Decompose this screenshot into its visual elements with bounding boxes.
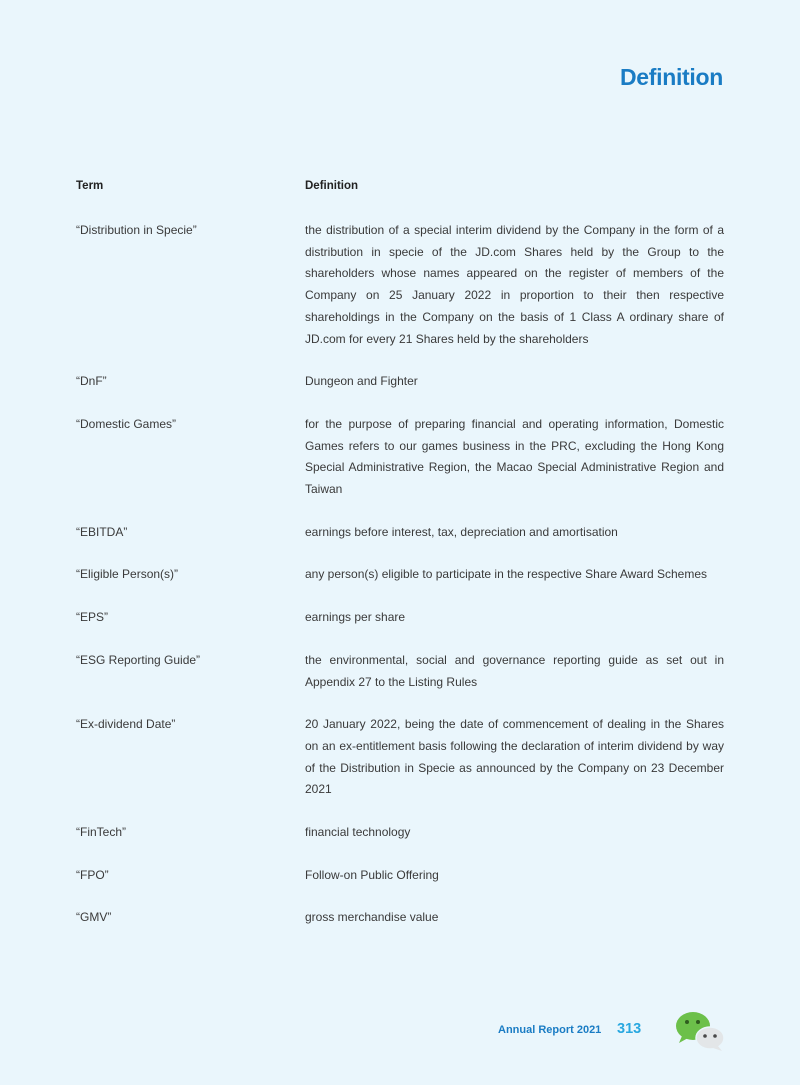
term-cell: “Distribution in Specie” bbox=[76, 223, 197, 237]
definition-column-header: Definition bbox=[305, 180, 359, 192]
table-row bbox=[76, 865, 724, 887]
table-row bbox=[76, 650, 724, 693]
wechat-icon bbox=[674, 1010, 726, 1052]
table-row bbox=[76, 907, 724, 929]
annual-report-label: Annual Report 2021 bbox=[498, 1024, 602, 1036]
table-row bbox=[76, 714, 724, 801]
definition-cell: for the purpose of preparing financial and operating information, Domestic Games refers to our games business in the PRC, excluding the Hong Kong Special Administrative Region, the Macao Special Administrative Region and Taiwan bbox=[305, 416, 724, 497]
definition-cell: earnings per share bbox=[305, 610, 406, 625]
term-cell: “ESG Reporting Guide” bbox=[76, 652, 201, 667]
definition-cell: the environmental, social and governance reporting guide as set out in Appendix 27 to the Listing Rules bbox=[305, 652, 724, 689]
table-row bbox=[76, 522, 724, 544]
term-cell: “GMV” bbox=[76, 910, 112, 925]
term-cell: “EBITDA” bbox=[76, 524, 128, 539]
definition-cell: earnings before interest, tax, depreciation and amortisation bbox=[305, 524, 618, 539]
term-cell: “FPO” bbox=[76, 867, 109, 882]
term-cell: “EPS” bbox=[76, 610, 109, 625]
term-cell: “Domestic Games” bbox=[76, 416, 177, 431]
definition-cell: Dungeon and Fighter bbox=[305, 374, 418, 389]
table-row bbox=[76, 607, 724, 629]
definition-list bbox=[76, 220, 724, 950]
table-row bbox=[76, 564, 724, 586]
table-row bbox=[76, 220, 724, 350]
definition-cell: any person(s) eligible to participate in the respective Share Award Schemes bbox=[305, 567, 707, 582]
definition-cell: the distribution of a special interim dividend by the Company in the form of a distribution in specie of the JD.com Shares held by the Group to the shareholders whose names appeared on the register of members of the Company on 25 January 2022 in proportion to their then respective shareholdings in the Company on the basis of 1 Class A ordinary share of JD.com for every 21 Shares held by the shareholders bbox=[305, 223, 724, 346]
term-cell: “DnF” bbox=[76, 374, 107, 389]
page-title: Definition bbox=[619, 64, 723, 90]
definition-cell: gross merchandise value bbox=[305, 910, 439, 925]
term-cell: “Eligible Person(s)” bbox=[76, 567, 179, 582]
page-number: 313 bbox=[617, 1021, 642, 1037]
term-cell: “Ex-dividend Date” bbox=[76, 717, 176, 732]
definition-cell: Follow-on Public Offering bbox=[305, 867, 439, 882]
term-cell: “FinTech” bbox=[76, 825, 127, 840]
table-row bbox=[76, 414, 724, 501]
definition-cell: financial technology bbox=[305, 825, 411, 840]
table-row bbox=[76, 371, 724, 393]
definition-cell: 20 January 2022, being the date of commencement of dealing in the Shares on an ex-entitlement basis following the declaration of interim dividend by way of the Distribution in Specie as announced by the Company on 23 December 2021 bbox=[305, 717, 724, 797]
term-column-header: Term bbox=[76, 180, 104, 192]
table-row bbox=[76, 822, 724, 844]
